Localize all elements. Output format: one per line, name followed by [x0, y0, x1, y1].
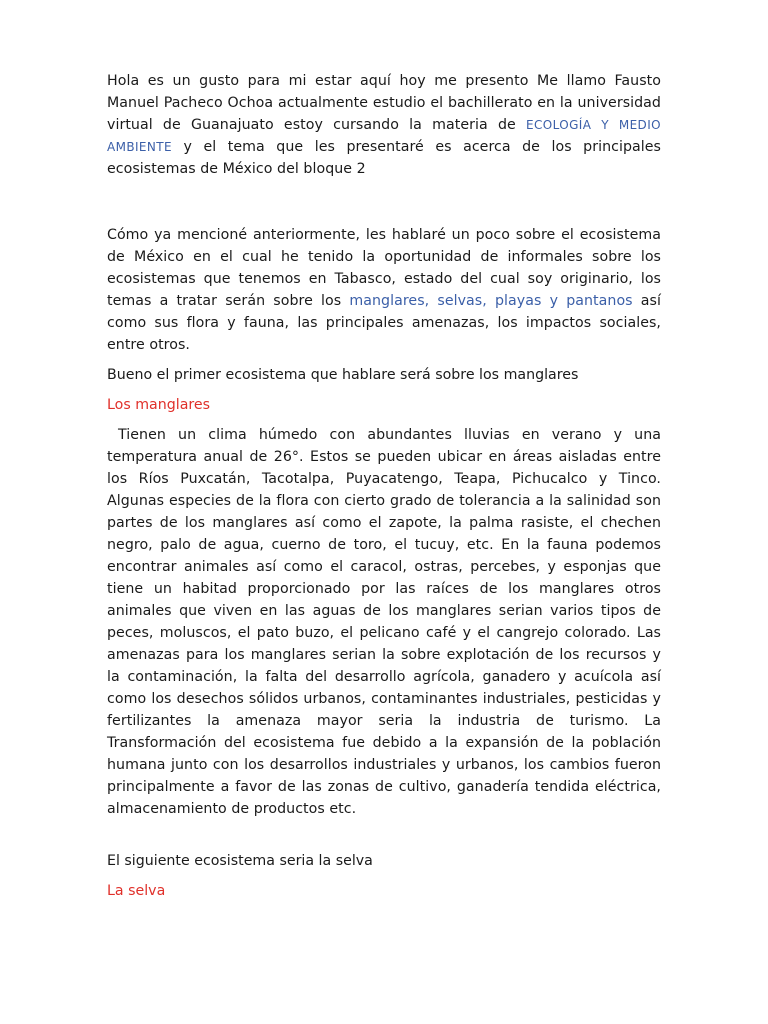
heading-manglares: Los manglares: [107, 397, 211, 413]
overview-paragraph: [107, 224, 661, 356]
intro-text-start: Hola es un gusto para mi estar aquí hoy me presento Me llamo Fausto Manuel Pacheco Ochoa actualmente estudio el bachillerato en la universidad virtual de Guanajuato estoy cursando la materia de: [107, 73, 661, 133]
manglares-paragraph: Tienen un clima húmedo con abundantes lluvias en verano y una temperatura anual de 26°. Estos se pueden ubicar en áreas aisladas entre los Ríos Puxcatán, Tacotalpa, Puyacatengo, Teapa, Pichucalco y Tinco. Algunas especies de la flora con cierto grado de tolerancia a la salinidad son partes de los manglares así como el zapote, la palma rasiste, el chechen negro, palo de agua, cuerno de toro, el tucuy, etc. En la fauna podemos encontrar animales así como el caracol, ostras, percebes, y esponjas que tiene un habitad proporcionado por las raíces de los manglares otros animales que viven en las aguas de los manglares serian varios tipos de peces, moluscos, el pato buzo, el pelicano café y el cangrejo colorado. Las amenazas para los manglares serian la sobre explotación de los recursos y la contaminación, la falta del desarrollo agrícola, ganadero y acuícola así como los desechos sólidos urbanos, contaminantes industriales, pesticidas y fertilizantes la amenaza mayor seria la industria de turismo. La Transformación del ecosistema fue debido a la expansión de la población humana junto con los desarrollos industriales y urbanos, los cambios fueron principalmente a favor de las zonas de cultivo, ganadería tendida eléctrica, almacenamiento de productos etc.: [107, 427, 661, 817]
transition-manglares: Bueno el primer ecosistema que hablare será sobre los manglares: [107, 367, 579, 383]
heading-selva: La selva: [107, 883, 166, 899]
subject-name: ECOLOGÍA Y MEDIO AMBIENTE: [107, 118, 661, 154]
transition-selva: El siguiente ecosistema seria la selva: [107, 853, 373, 869]
topics-highlight: manglares, selvas, playas y pantanos: [349, 293, 633, 309]
overview-text-end: así como sus flora y fauna, las principales amenazas, los impactos sociales, entre otros.: [107, 293, 661, 353]
document-page: [107, 70, 661, 902]
intro-paragraph: [107, 70, 661, 180]
overview-text-start: Cómo ya mencioné anteriormente, les hablaré un poco sobre el ecosistema de México en el cual he tenido la oportunidad de informales sobre los ecosistemas que tenemos en Tabasco, estado del cual soy originario, los temas a tratar serán sobre los: [107, 227, 661, 309]
intro-text-end: y el tema que les presentaré es acerca de los principales ecosistemas de México del bloque 2: [107, 139, 661, 177]
